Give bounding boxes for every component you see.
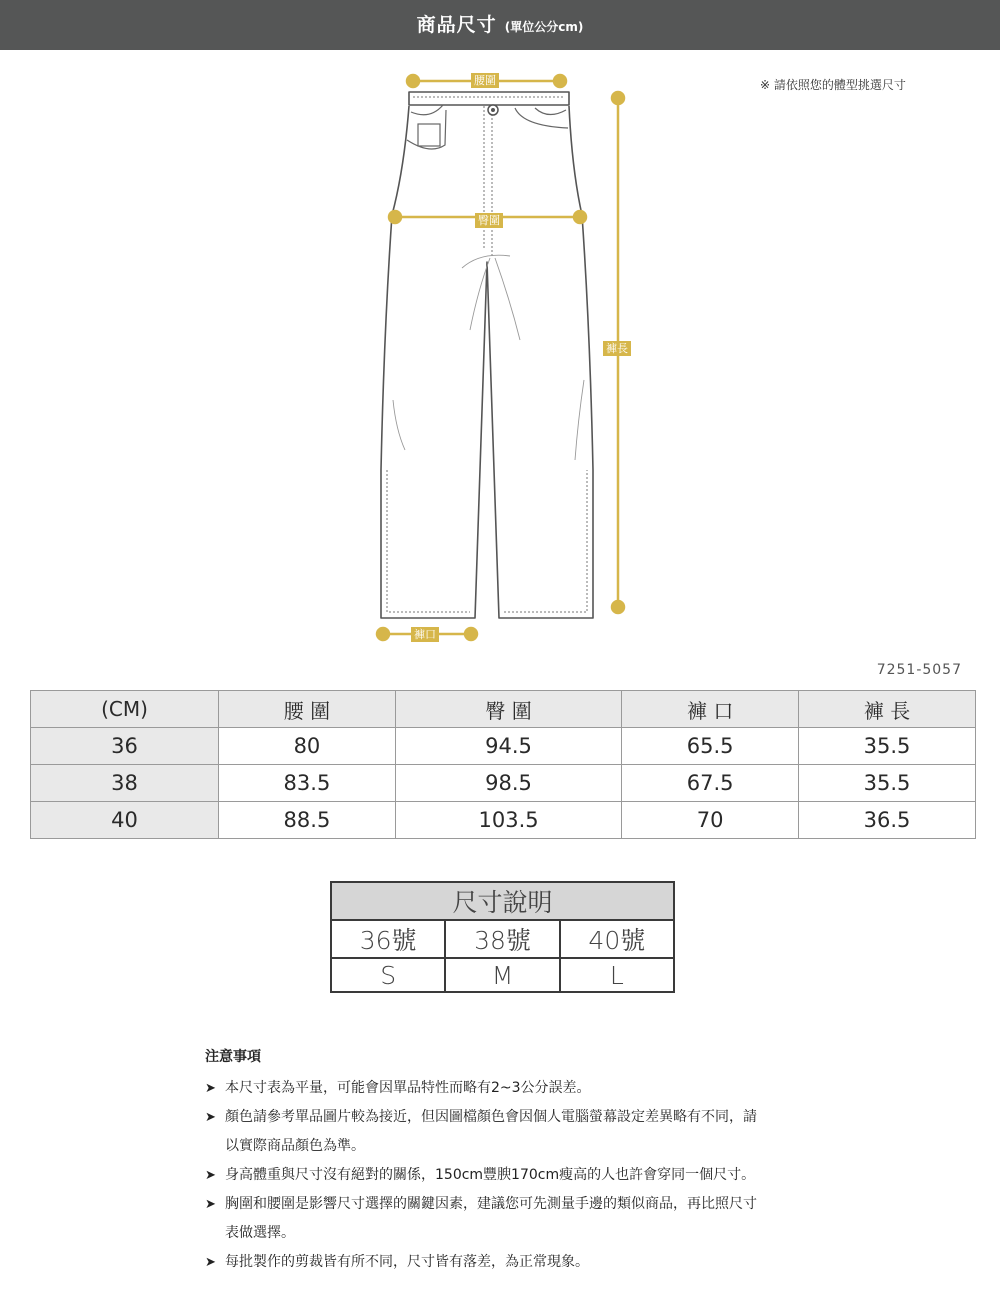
table-row	[31, 728, 976, 765]
size-cell: 38	[31, 765, 219, 802]
size-guide-row	[331, 920, 674, 958]
notes-title: 注意事項	[205, 1049, 261, 1065]
hip-cell: 103.5	[395, 802, 621, 839]
size-guide-cell: 36號	[331, 920, 445, 958]
hip-cell: 94.5	[395, 728, 621, 765]
waist-label: 腰圍	[471, 73, 499, 88]
note-text: 顏色請參考單品圖片較為接近，但因圖檔顏色會因個人電腦螢幕設定差異略有不同，請	[225, 1109, 757, 1125]
length-cell: 35.5	[799, 765, 976, 802]
size-guide-cell: S	[331, 958, 445, 992]
column-header: 臀 圍	[395, 691, 621, 728]
waist-cell: 88.5	[219, 802, 396, 839]
arrow-icon: ➤	[205, 1255, 216, 1270]
note-item	[205, 1248, 845, 1277]
note-text: 胸圍和腰圍是影響尺寸選擇的關鍵因素，建議您可先測量手邊的類似商品，再比照尺寸	[225, 1196, 757, 1212]
measure-lines	[377, 75, 624, 640]
column-header: 腰 圍	[219, 691, 396, 728]
column-header: 褲 口	[622, 691, 799, 728]
column-header: (CM)	[31, 691, 219, 728]
size-guide-row	[331, 958, 674, 992]
pants-outline	[381, 92, 593, 618]
size-guide-cell: 38號	[445, 920, 559, 958]
size-guide-cell: M	[445, 958, 559, 992]
arrow-icon: ➤	[205, 1197, 216, 1212]
size-guide-title: 尺寸說明	[331, 882, 674, 920]
product-code: 7251-5057	[876, 662, 962, 678]
hip-cell: 98.5	[395, 765, 621, 802]
table-row	[31, 802, 976, 839]
size-advice-note: ※ 請依照您的體型挑選尺寸	[760, 78, 906, 92]
waist-cell: 80	[219, 728, 396, 765]
note-item	[205, 1074, 845, 1103]
size-table	[30, 690, 976, 839]
hem-cell: 65.5	[622, 728, 799, 765]
note-text: 身高體重與尺寸沒有絕對的關係，150cm豐腴170cm瘦高的人也許會穿同一個尺寸。	[225, 1167, 756, 1183]
hem-cell: 67.5	[622, 765, 799, 802]
note-item	[205, 1161, 845, 1190]
hem-cell: 70	[622, 802, 799, 839]
note-item	[205, 1103, 845, 1161]
hem-label: 褲口	[411, 627, 439, 642]
note-text: 以實際商品顏色為準。	[225, 1138, 365, 1154]
size-guide-table	[330, 881, 675, 993]
pants-details	[387, 97, 587, 612]
notes-section	[205, 1046, 845, 1277]
note-item	[205, 1190, 845, 1248]
waist-cell: 83.5	[219, 765, 396, 802]
length-cell: 36.5	[799, 802, 976, 839]
header-unit: (單位公分cm)	[504, 20, 584, 34]
size-cell: 36	[31, 728, 219, 765]
note-text: 每批製作的剪裁皆有所不同，尺寸皆有落差，為正常現象。	[225, 1254, 589, 1270]
table-row	[31, 765, 976, 802]
hip-label: 臀圍	[475, 213, 503, 228]
size-guide-cell: 40號	[560, 920, 674, 958]
arrow-icon: ➤	[205, 1110, 216, 1125]
header-title: 商品尺寸	[416, 14, 497, 36]
note-text: 本尺寸表為平量，可能會因單品特性而略有2~3公分誤差。	[225, 1080, 591, 1096]
column-header: 褲 長	[799, 691, 976, 728]
length-cell: 35.5	[799, 728, 976, 765]
note-text: 表做選擇。	[225, 1225, 295, 1241]
arrow-icon: ➤	[205, 1081, 216, 1096]
size-guide-title-row	[331, 882, 674, 920]
length-label: 褲長	[603, 341, 631, 356]
size-guide-cell: L	[560, 958, 674, 992]
size-cell: 40	[31, 802, 219, 839]
button-detail	[488, 105, 498, 115]
arrow-icon: ➤	[205, 1168, 216, 1183]
size-table-header	[31, 691, 976, 728]
